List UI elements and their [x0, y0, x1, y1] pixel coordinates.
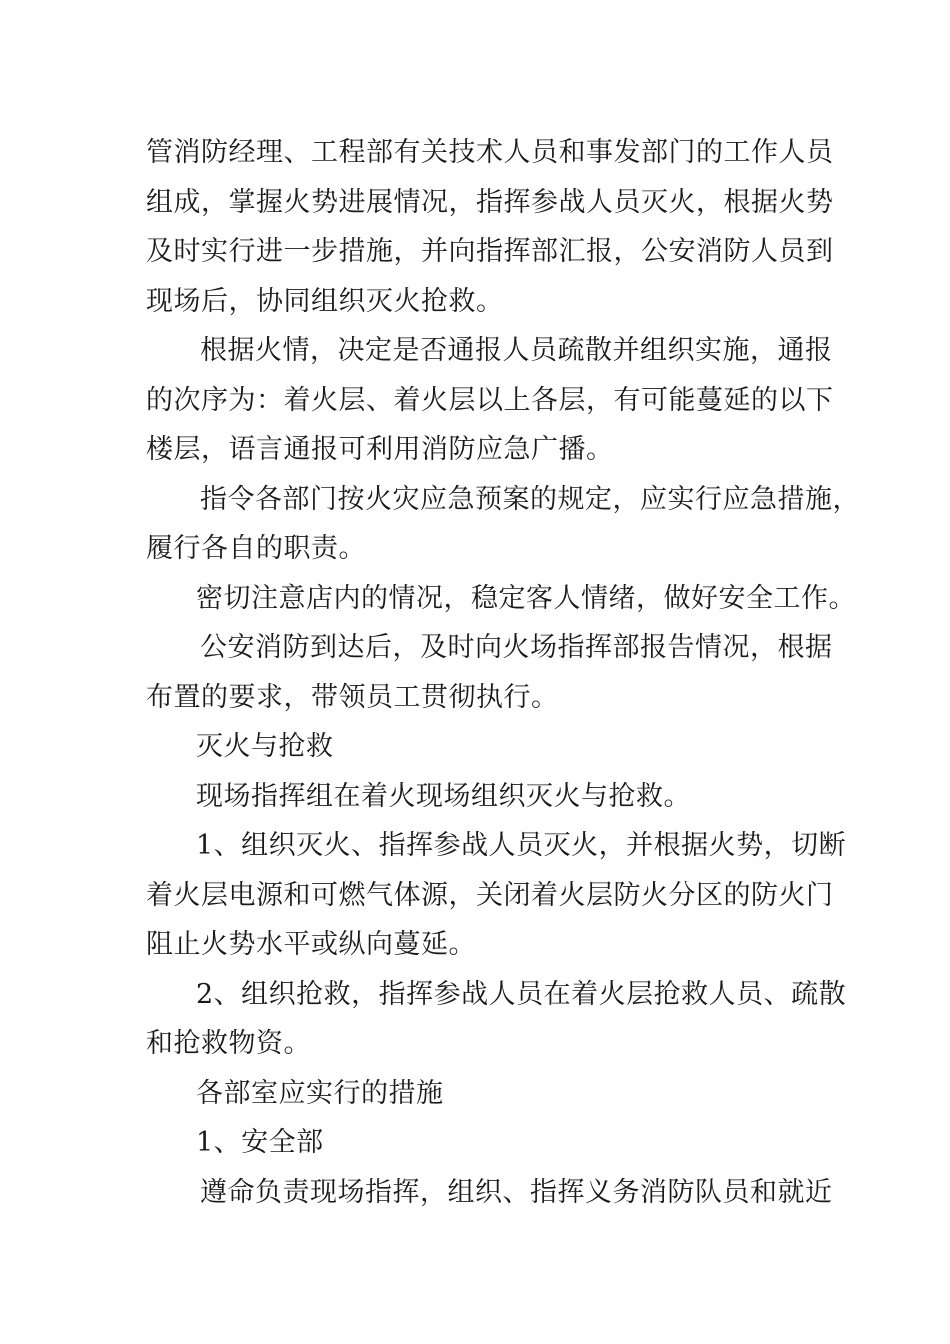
section-heading-fire-rescue: 灭火与抢救 [196, 731, 334, 762]
text-line-5: 根据火情，决定是否通报人员疏散并组织实施，通报 [200, 335, 833, 366]
text-line-2: 组成，掌握火势进展情况，指挥参战人员灭火，根据火势 [146, 186, 834, 218]
text-line-10: 密切注意店内的情况，稳定客人情绪，做好安全工作。 [196, 582, 856, 614]
text-line-6: 的次序为：着火层、着火层以上各层，有可能蔓延的以下 [146, 384, 834, 416]
text-line-18: 2、组织抢救，指挥参战人员在着火层抢救人员、疏散 [196, 978, 847, 1010]
text-line-17: 阻止火势水平或纵向蔓延。 [146, 929, 476, 960]
text-line-4: 现场后，协同组织灭火抢救。 [146, 285, 504, 317]
text-line-19: 和抢救物资。 [146, 1028, 311, 1059]
text-line-22: 遵命负责现场指挥，组织、指挥义务消防队员和就近 [200, 1176, 833, 1208]
text-line-11: 公安消防到达后，及时向火场指挥部报告情况，根据 [200, 632, 833, 663]
section-heading-department-measures: 各部室应实行的措施 [196, 1077, 444, 1109]
text-line-12: 布置的要求，带领员工贯彻执行。 [146, 681, 559, 713]
subheading-security-dept: 1、安全部 [196, 1127, 324, 1158]
text-line-9: 履行各自的职责。 [146, 533, 366, 564]
text-line-16: 着火层电源和可燃气体源，关闭着火层防火分区的防火门 [146, 879, 834, 911]
text-line-14: 现场指挥组在着火现场组织灭火与抢救。 [196, 780, 691, 812]
text-line-8: 指令各部门按火灾应急预案的规定，应实行应急措施， [200, 483, 860, 515]
text-line-1: 管消防经理、工程部有关技术人员和事发部门的工作人员 [146, 137, 834, 168]
document-body [146, 128, 860, 1217]
text-line-3: 及时实行进一步措施，并向指挥部汇报，公安消防人员到 [146, 236, 834, 267]
text-line-15: 1、组织灭火、指挥参战人员灭火，并根据火势，切断 [196, 830, 847, 861]
text-line-7: 楼层，语言通报可利用消防应急广播。 [146, 434, 614, 465]
